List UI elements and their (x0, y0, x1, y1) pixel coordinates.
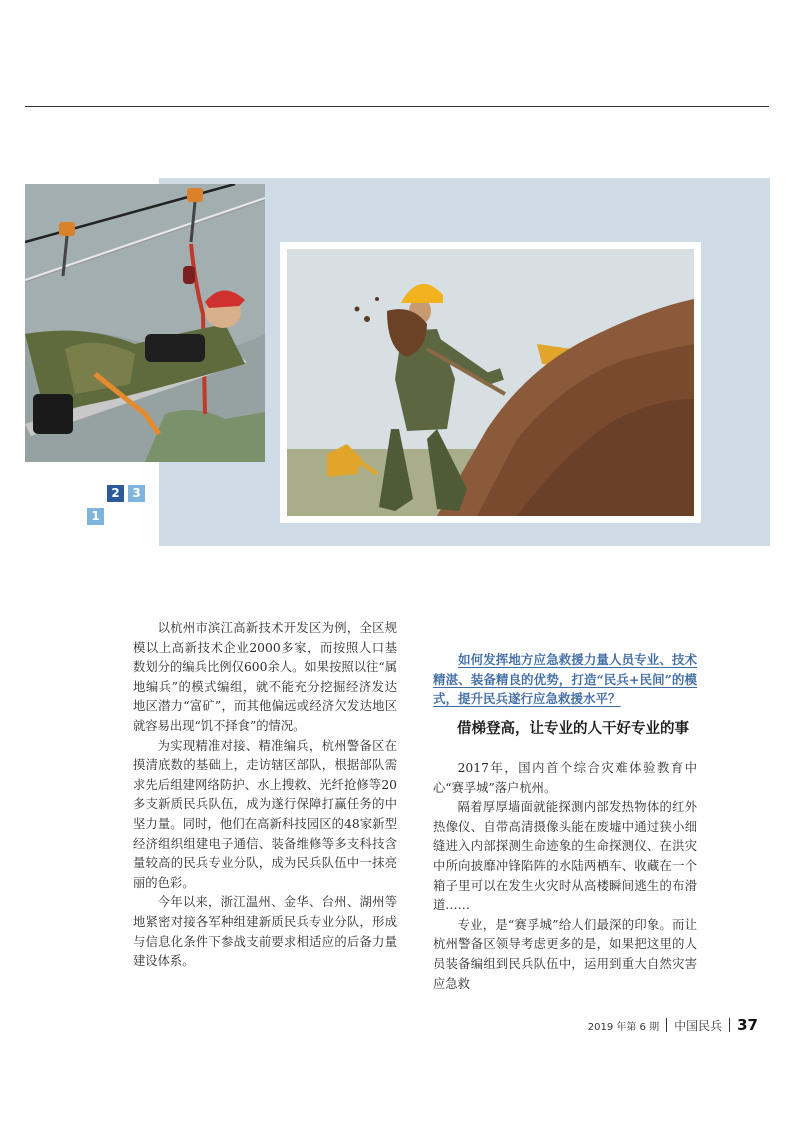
issue-label: 2019 年第 6 期 (587, 1021, 660, 1033)
paragraph: 为实现精准对接、精准编兵，杭州警备区在摸清底数的基础上，走访辖区部队，根据部队需求先后组建网络防护、水上搜救、光纤抢修等20多支新质民兵队伍，成为遂行保障打赢任务的中坚力量。同时，他们在高新科技园区的48家新型经济组织组建电子通信、装备维修等多支科技含量较高的民兵专业分队，成为民兵队伍中一抹亮丽的色彩。 (133, 738, 397, 890)
photo-embankment-work (280, 242, 701, 523)
footer-divider (666, 1018, 667, 1032)
paragraph: 隔着厚厚墙面就能探测内部发热物体的红外热像仪、自带高清摄像头能在废墟中通过狭小细缝进入内部探测生命迹象的生命探测仪、在洪灾中所向披靡冲锋陷阵的水陆两栖车、收藏在一个箱子里可以在发生火灾时从高楼瞬间逃生的布滑道…… (433, 800, 697, 913)
photo-number-3: 3 (128, 485, 145, 502)
footer-divider (729, 1018, 730, 1032)
paragraph: 专业，是“赛孚城”给人们最深的印象。而让杭州警备区领导考虑更多的是，如果把这里的人员装备编组到民兵队伍中，运用到重大自然灾害应急救 (433, 917, 697, 991)
photo-embankment-frame (287, 249, 694, 516)
paragraph: 2017年，国内首个综合灾难体验教育中心“赛孚城”落户杭州。 (433, 761, 697, 795)
magazine-name: 中国民兵 (674, 1018, 723, 1033)
paragraph: 以杭州市滨江高新技术开发区为例，全区规模以上高新技术企业2000多家，而按照人口基数划分的编兵比例仅600余人。如果按照以往“属地编兵”的模式编组，就不能充分挖掘经济发达地区潜力“富矿”，而其他偏远或经济欠发达地区就容易出现“饥不择食”的情况。 (133, 621, 397, 733)
embankment-illustration (287, 249, 694, 516)
article-column-left (133, 619, 397, 972)
photo-number-2: 2 (107, 485, 124, 502)
rope-rescue-illustration (25, 184, 265, 462)
header-rule (25, 106, 769, 107)
paragraph: 今年以来，浙江温州、金华、台州、湖州等地紧密对接各军种组建新质民兵专业分队，形成与信息化条件下参战支前要求相适应的后备力量建设体系。 (133, 895, 397, 969)
photo-number-1: 1 (87, 508, 104, 525)
article-column-right (433, 759, 697, 994)
photo-rope-rescue (25, 184, 265, 462)
page-number: 37 (737, 1016, 758, 1034)
page-footer (588, 1016, 758, 1034)
section-heading: 借梯登高，让专业的人干好专业的事 (457, 721, 689, 737)
pull-quote: 如何发挥地方应急救援力量人员专业、技术精湛、装备精良的优势，打造“民兵+民间”的模式，提升民兵遂行应急救援水平？ (433, 652, 697, 706)
